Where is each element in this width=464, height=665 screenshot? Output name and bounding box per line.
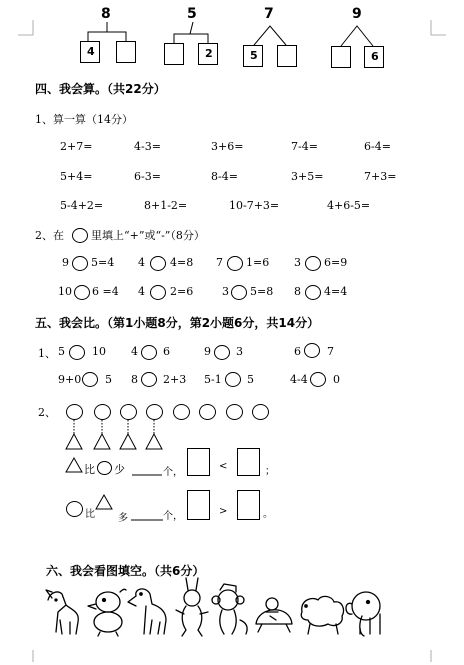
bond-2-top: 5: [187, 6, 197, 22]
cmp-left: 9: [204, 345, 211, 358]
eq-right: 1=6: [246, 256, 270, 269]
calc-item: 7-4=: [291, 140, 318, 153]
text-ge: 个，: [163, 511, 183, 522]
calc-item: 3+6=: [211, 140, 244, 153]
calc-item: 3+5=: [291, 170, 324, 183]
sheep-icon: [301, 596, 343, 634]
text-shao: 少: [114, 463, 125, 476]
text-bi: 比: [85, 509, 95, 520]
bond-1-left-box[interactable]: 4: [80, 41, 100, 63]
eq-right: 5=8: [250, 285, 274, 298]
eq-left: 7: [216, 256, 223, 269]
dog-icon: [128, 589, 166, 634]
calc-item: 8-4=: [211, 170, 238, 183]
calc-item: 4+6-5=: [327, 199, 371, 212]
eq-right: 6 =4: [92, 285, 119, 298]
bond-4-right-box[interactable]: 6: [364, 46, 384, 68]
cmp-left: 8: [131, 373, 138, 386]
monkey-icon: [212, 584, 247, 634]
cmp-right: 2+3: [163, 373, 187, 386]
cmp-left: 9+0: [58, 373, 82, 386]
section5-q1-label: 1、: [38, 347, 56, 360]
eq-left: 9: [62, 256, 69, 269]
section6-title: 六、我会看图填空。（共6分）: [46, 564, 205, 578]
bond-3-top: 7: [264, 6, 274, 22]
section4-q2-prefix: 2、在: [35, 229, 64, 242]
section5-title: 五、我会比。（第1小题8分，第2小题6分，共14分）: [35, 316, 320, 330]
section4-q1-title: 1、算一算（14分）: [35, 113, 133, 126]
cmp-left: 5: [58, 345, 65, 358]
eq-right: 4=4: [324, 285, 348, 298]
eq-left: 8: [294, 285, 301, 298]
eq-left: 3: [222, 285, 229, 298]
cmp-right: 5: [247, 373, 254, 386]
section4-q2-suffix: 里填上“+”或“-”（8分）: [91, 229, 205, 242]
cmp-right: 5: [105, 373, 112, 386]
turtle-icon: [256, 598, 292, 632]
calc-item: 10-7+3=: [229, 199, 280, 212]
cmp-right: 7: [327, 345, 334, 358]
cmp-right: 10: [92, 345, 106, 358]
cmp-left: 6: [294, 345, 301, 358]
rabbit-icon: [176, 578, 208, 636]
eq-left: 4: [138, 285, 145, 298]
calc-item: 8+1-2=: [144, 199, 188, 212]
duck-icon: [88, 589, 126, 636]
semicolon: ；: [265, 466, 275, 477]
less-than: <: [219, 461, 228, 472]
bond-4-top: 9: [352, 6, 362, 22]
calc-item: 7+3=: [364, 170, 397, 183]
eq-left: 4: [138, 256, 145, 269]
eq-right: 6=9: [324, 256, 348, 269]
text-duo: 多: [118, 513, 128, 524]
calc-item: 6-3=: [134, 170, 161, 183]
period: 。: [263, 509, 273, 520]
cmp-left: 4-4: [290, 373, 308, 386]
eq-right: 2=6: [170, 285, 194, 298]
bond-1-top: 8: [101, 6, 111, 22]
horse-icon: [46, 590, 78, 634]
calc-item: 2+7=: [60, 140, 93, 153]
eq-left: 10: [58, 285, 72, 298]
eq-left: 3: [294, 256, 301, 269]
bond-2-right-box[interactable]: 2: [198, 43, 218, 65]
calc-item: 6-4=: [364, 140, 391, 153]
cmp-right: 3: [236, 345, 243, 358]
cmp-right: 6: [163, 345, 170, 358]
eq-right: 4=8: [170, 256, 194, 269]
elephant-icon: [346, 592, 380, 636]
greater-than: >: [219, 506, 228, 517]
section5-q2-label: 2、: [38, 406, 56, 419]
calc-item: 5+4=: [60, 170, 93, 183]
cmp-left: 4: [131, 345, 138, 358]
cmp-left: 5-1: [204, 373, 222, 386]
text-bi: 比: [84, 463, 95, 476]
cmp-right: 0: [333, 373, 340, 386]
eq-right: 5=4: [91, 256, 115, 269]
section4-title: 四、我会算。（共22分）: [35, 82, 166, 96]
bond-3-left-box[interactable]: 5: [243, 45, 263, 67]
calc-item: 4-3=: [134, 140, 161, 153]
text-ge: 个，: [163, 467, 183, 478]
calc-item: 5-4+2=: [60, 199, 104, 212]
